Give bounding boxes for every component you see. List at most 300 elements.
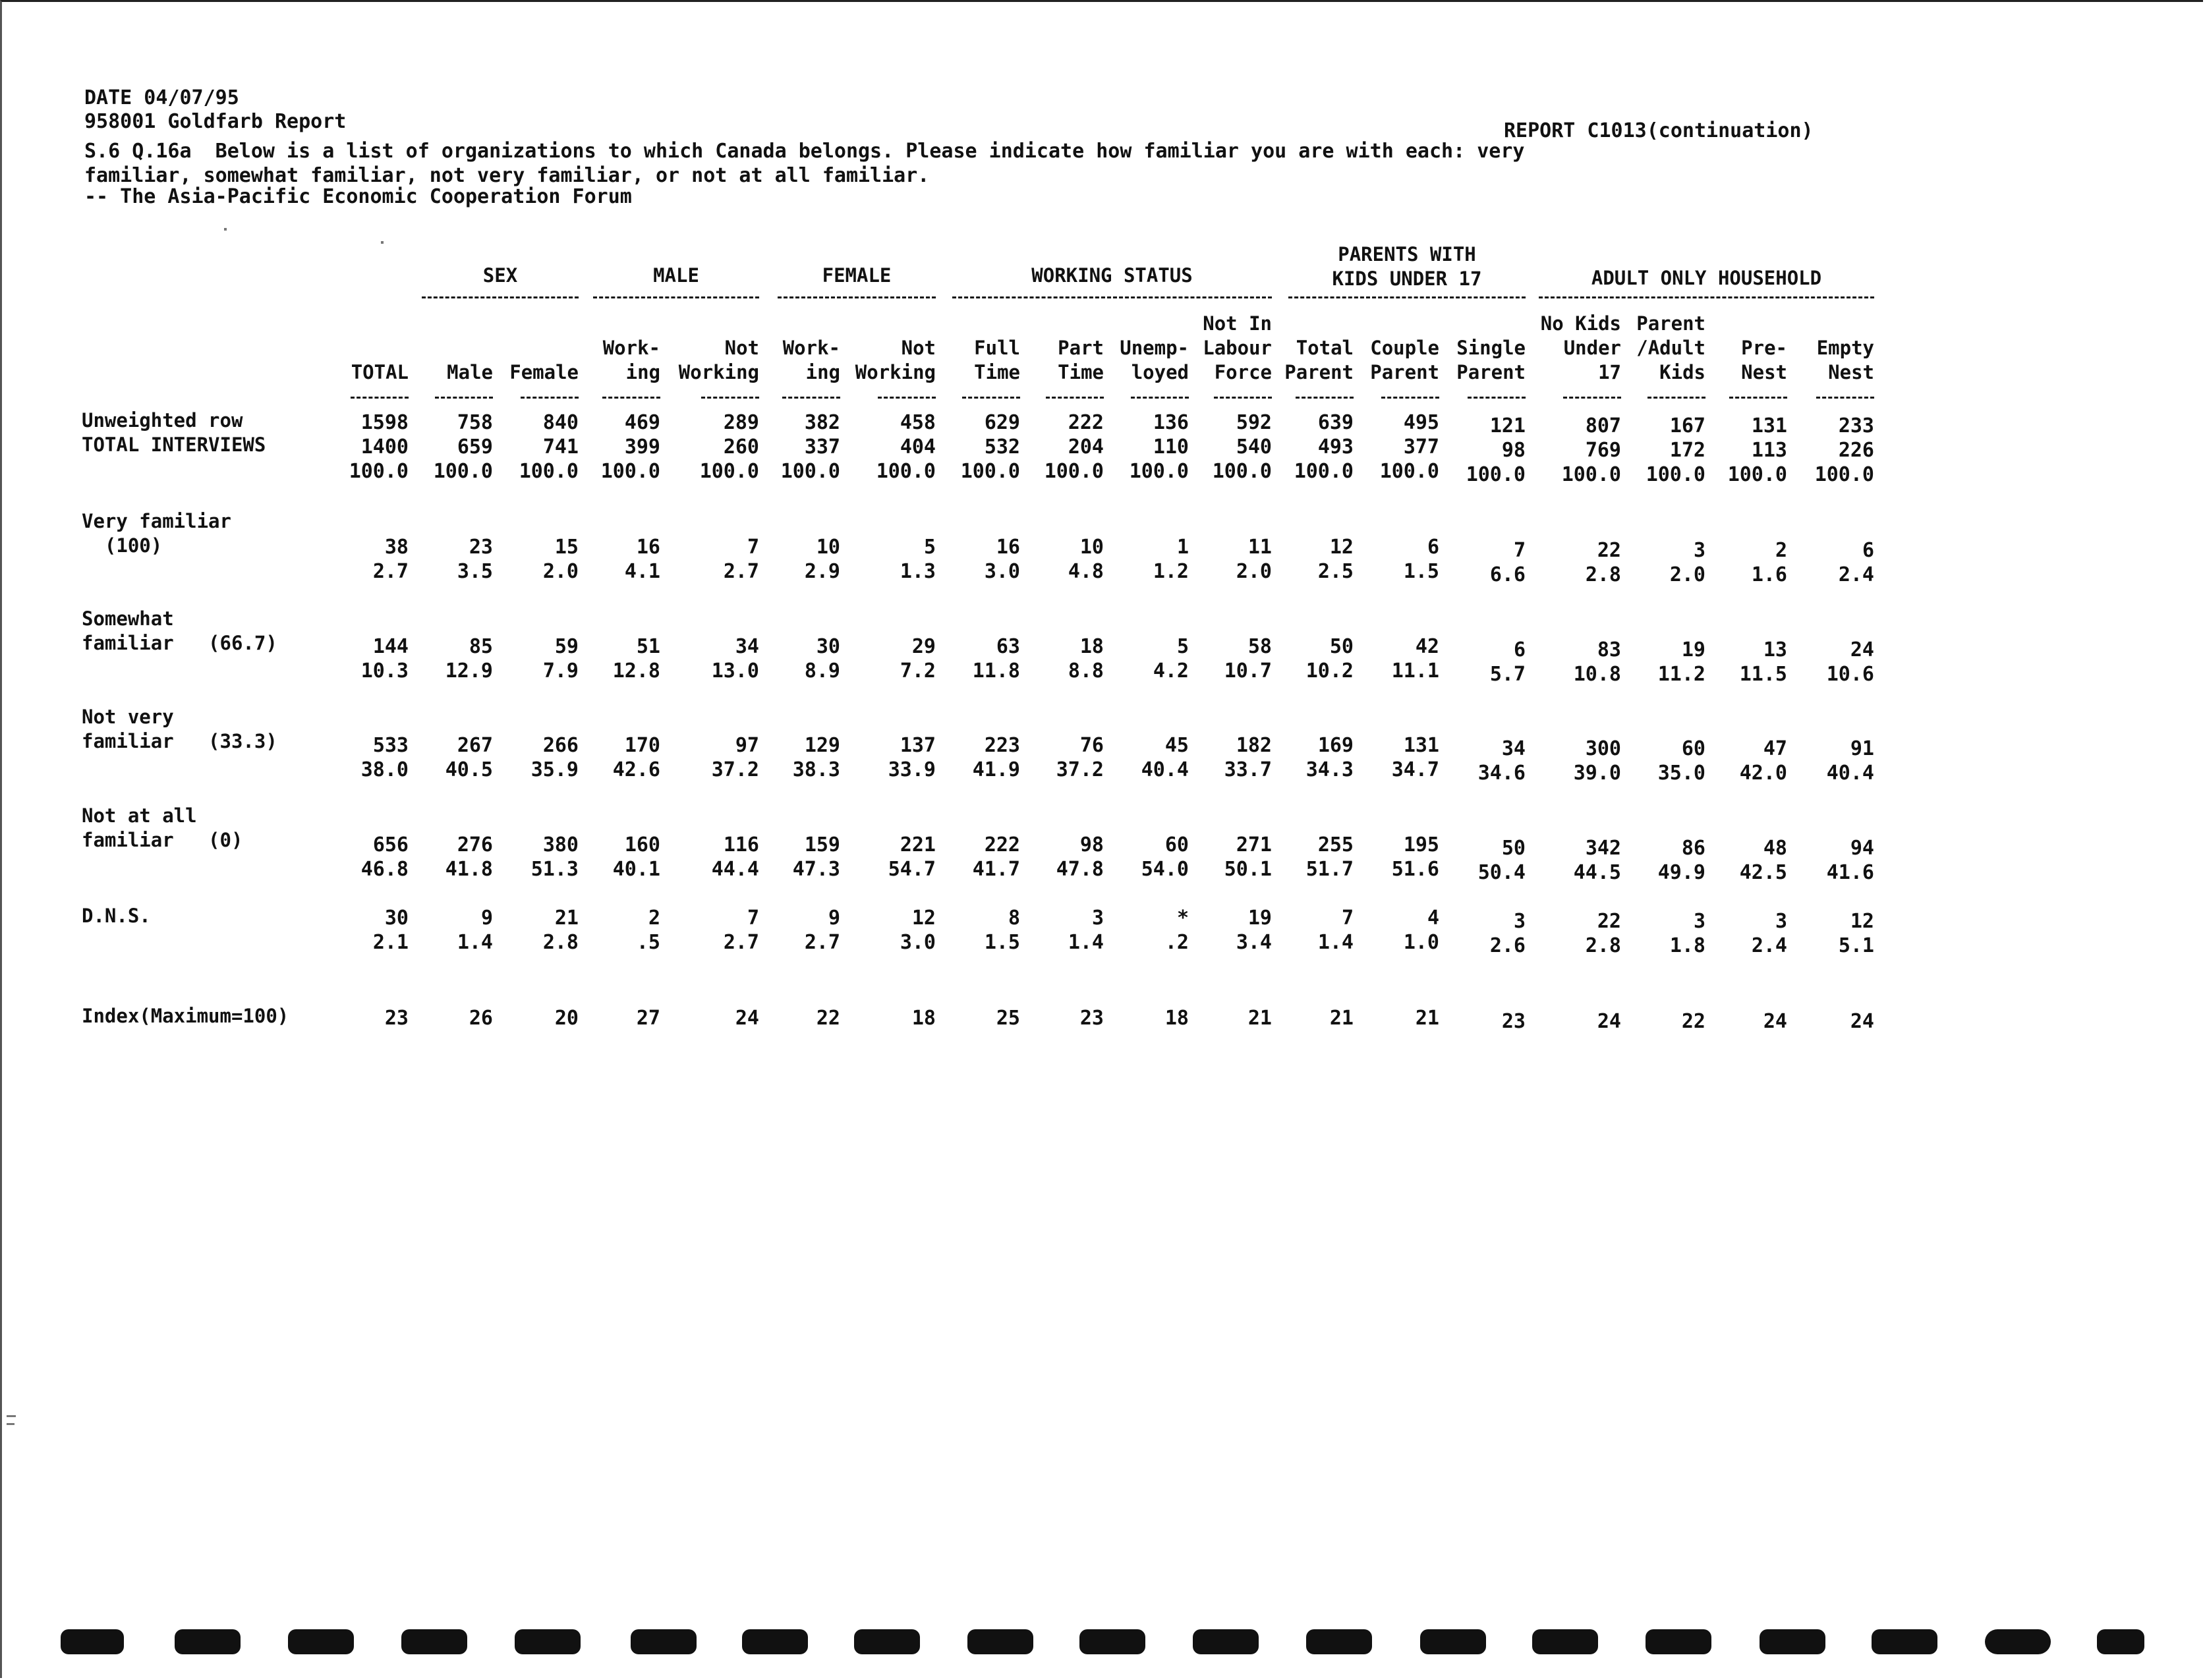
data-cell: 41.6 [1826,861,1874,884]
data-cell: 3.5 [457,560,493,583]
data-cell: 4.8 [1068,560,1104,583]
data-cell: 42.5 [1739,861,1787,884]
data-cell: 59 [554,635,579,658]
sprocket-hole [1079,1629,1145,1654]
group-underline [1288,296,1526,298]
question-line-2: familiar, somewhat familiar, not very familiar, or not at all familiar. [84,164,930,187]
data-cell: 540 [1236,435,1272,459]
data-cell: 382 [804,411,840,434]
data-cell: 1.4 [1068,931,1104,954]
data-cell: 85 [469,635,493,658]
data-cell: 221 [900,833,936,856]
data-cell: 47.8 [1056,858,1104,881]
data-cell: 121 [1489,414,1526,437]
data-cell: 172 [1669,439,1705,462]
data-cell: 60 [1164,833,1189,856]
data-cell: 4.2 [1153,659,1189,683]
group-underline [952,296,1272,298]
column-header: No Kids Under 17 [1540,312,1621,383]
data-cell: 100.0 [1212,460,1272,483]
data-cell: 7 [1341,907,1354,930]
column-header: Part Time [1058,337,1104,383]
sprocket-hole [2097,1629,2144,1654]
data-cell: 12 [911,907,936,930]
data-cell: 5.7 [1489,663,1526,686]
data-cell: 493 [1317,435,1354,459]
data-cell: 100.0 [699,460,759,483]
data-cell: 11.1 [1391,659,1439,683]
column-header: Full Time [974,337,1020,383]
data-cell: 100.0 [1561,463,1621,486]
data-cell: 2.9 [804,560,840,583]
data-cell: 18 [911,1007,936,1030]
data-cell: 50.4 [1477,861,1526,884]
data-cell: 8.9 [804,659,840,683]
data-cell: 40.4 [1826,762,1874,785]
data-cell: 24 [1850,638,1874,661]
data-cell: 255 [1317,833,1354,856]
data-cell: 21 [1415,1007,1439,1030]
data-cell: 24 [1597,1010,1621,1033]
sprocket-hole [1532,1629,1598,1654]
data-cell: 41.9 [972,758,1020,781]
row-label: Not very familiar (33.3) [82,706,277,752]
row-label: Index(Maximum=100) [82,1005,289,1027]
column-underline [1468,397,1526,399]
data-cell: 7 [1513,539,1526,562]
data-cell: 94 [1850,837,1874,860]
data-cell: 4 [1427,907,1439,930]
sprocket-hole [854,1629,920,1654]
row-label: Unweighted row TOTAL INTERVIEWS [82,409,266,456]
data-cell: 266 [542,734,579,757]
data-cell: 12 [1850,910,1874,933]
sprocket-hole [1760,1629,1825,1654]
data-cell: 100.0 [1466,463,1526,486]
sprocket-hole [401,1629,467,1654]
sprocket-hole [1193,1629,1259,1654]
group-header: SEX [482,264,518,287]
data-cell: 34 [735,635,759,658]
row-label: Not at all familiar (0) [82,804,243,851]
data-cell: 20 [554,1007,579,1030]
data-cell: 12.8 [612,659,660,683]
data-cell: 12.9 [445,659,493,683]
group-underline [778,296,936,298]
data-cell: 10.8 [1573,663,1621,686]
data-cell: 5 [1176,635,1189,658]
data-cell: 76 [1079,734,1104,757]
data-cell: 10.7 [1224,659,1272,683]
data-cell: 2.7 [723,560,759,583]
data-cell: 42 [1415,635,1439,658]
column-header: Work- ing [602,337,660,383]
data-cell: 399 [624,435,660,459]
data-cell: 100.0 [1044,460,1104,483]
data-cell: 33.7 [1224,758,1272,781]
data-cell: 1.5 [1403,560,1439,583]
data-cell: 2.8 [1585,934,1621,957]
data-cell: 40.5 [445,758,493,781]
data-cell: 25 [996,1007,1020,1030]
data-cell: 42.6 [612,758,660,781]
data-cell: 100.0 [433,460,493,483]
data-cell: 7.2 [900,659,936,683]
column-header: Work- ing [782,337,840,383]
data-cell: 100.0 [519,460,579,483]
data-cell: 2.8 [542,931,579,954]
column-underline [878,397,936,399]
data-cell: 51.3 [530,858,579,881]
data-cell: 100.0 [1129,460,1189,483]
data-cell: 39.0 [1573,762,1621,785]
sprocket-hole [1306,1629,1372,1654]
data-cell: 159 [804,833,840,856]
column-header: Single Parent [1456,337,1526,383]
data-cell: 169 [1317,734,1354,757]
data-cell: 22 [1597,539,1621,562]
sprocket-hole [967,1629,1033,1654]
data-cell: 44.4 [711,858,759,881]
column-underline [962,397,1020,399]
data-cell: 100.0 [876,460,936,483]
data-cell: 2.4 [1751,934,1787,957]
data-cell: 100.0 [1646,463,1705,486]
sprocket-hole [61,1629,124,1654]
data-cell: 51.6 [1391,858,1439,881]
data-cell: 54.0 [1141,858,1189,881]
data-cell: 1.6 [1751,563,1787,586]
data-cell: 37.2 [1056,758,1104,781]
data-cell: 97 [735,734,759,757]
data-cell: 404 [900,435,936,459]
data-cell: 100.0 [349,460,409,483]
data-cell: 2.7 [372,560,409,583]
data-cell: 2.0 [542,560,579,583]
data-cell: 2 [648,907,660,930]
data-cell: 91 [1850,737,1874,760]
data-cell: 495 [1403,411,1439,434]
data-cell: 22 [1597,910,1621,933]
data-cell: 2.4 [1838,563,1874,586]
data-cell: 46.8 [360,858,409,881]
data-cell: 100.0 [600,460,660,483]
data-cell: .5 [636,931,660,954]
data-cell: 807 [1585,414,1621,437]
question-line-1: S.6 Q.16a Below is a list of organizations to which Canada belongs. Please indicate how familiar you are with each: very [84,140,1525,163]
data-cell: 6 [1513,638,1526,661]
data-cell: 131 [1751,414,1787,437]
data-cell: 10 [1079,536,1104,559]
data-cell: 3 [1693,910,1705,933]
data-cell: 100.0 [780,460,840,483]
data-cell: 27 [636,1007,660,1030]
sprocket-hole [288,1629,354,1654]
data-cell: 380 [542,833,579,856]
data-cell: 50 [1329,635,1354,658]
data-cell: 50 [1501,837,1526,860]
data-cell: 100.0 [1294,460,1354,483]
data-cell: 38.3 [792,758,840,781]
data-cell: 22 [1681,1010,1705,1033]
data-cell: 6.6 [1489,563,1526,586]
scan-speck [7,1415,16,1417]
data-cell: 34.7 [1391,758,1439,781]
data-cell: 276 [457,833,493,856]
data-cell: 2.8 [1585,563,1621,586]
question-line-3: -- The Asia-Pacific Economic Cooperation Forum [84,185,632,208]
data-cell: 5.1 [1838,934,1874,957]
data-cell: 2 [1775,539,1787,562]
data-cell: 40.1 [612,858,660,881]
data-cell: 592 [1236,411,1272,434]
data-cell: 271 [1236,833,1272,856]
data-cell: 144 [372,635,409,658]
data-cell: 38.0 [360,758,409,781]
data-cell: 38 [384,536,409,559]
data-cell: 51 [636,635,660,658]
data-cell: 23 [384,1007,409,1030]
group-header: FEMALE [822,264,892,287]
data-cell: 26 [469,1007,493,1030]
data-cell: 13 [1763,638,1787,661]
data-cell: 2.1 [372,931,409,954]
data-cell: 29 [911,635,936,658]
data-cell: 30 [384,907,409,930]
data-cell: 51.7 [1305,858,1354,881]
data-cell: 110 [1153,435,1189,459]
data-cell: 83 [1597,638,1621,661]
data-cell: 9 [828,907,840,930]
data-cell: 260 [723,435,759,459]
data-cell: 100.0 [1379,460,1439,483]
sprocket-hole [1420,1629,1486,1654]
data-cell: 45 [1164,734,1189,757]
column-underline [1381,397,1439,399]
data-cell: 1400 [360,435,409,459]
data-cell: 54.7 [888,858,936,881]
data-cell: 100.0 [960,460,1020,483]
column-underline [351,397,409,399]
data-cell: 41.7 [972,858,1020,881]
data-cell: 18 [1164,1007,1189,1030]
data-cell: 6 [1862,539,1874,562]
data-cell: 170 [624,734,660,757]
data-cell: 98 [1501,439,1526,462]
column-header: Total Parent [1284,337,1354,383]
data-cell: 223 [984,734,1020,757]
data-cell: 3 [1091,907,1104,930]
data-cell: 3.4 [1236,931,1272,954]
data-cell: 769 [1585,439,1621,462]
data-cell: 63 [996,635,1020,658]
data-cell: 86 [1681,837,1705,860]
data-cell: 1.8 [1669,934,1705,957]
data-cell: 131 [1403,734,1439,757]
data-cell: 24 [1850,1010,1874,1033]
data-cell: 659 [457,435,493,459]
data-cell: 160 [624,833,660,856]
data-cell: 337 [804,435,840,459]
data-cell: .2 [1164,931,1189,954]
column-header: Pre- Nest [1741,337,1787,383]
group-underline [1539,296,1874,298]
data-cell: 342 [1585,837,1621,860]
column-header: Empty Nest [1816,337,1874,383]
column-header: Female [509,361,579,383]
data-cell: 182 [1236,734,1272,757]
data-cell: 469 [624,411,660,434]
sprocket-hole [1646,1629,1711,1654]
data-cell: 458 [900,411,936,434]
data-cell: 98 [1079,833,1104,856]
column-underline [521,397,579,399]
data-cell: 1598 [360,411,409,434]
data-cell: 47 [1763,737,1787,760]
data-cell: 19 [1247,907,1272,930]
data-cell: 377 [1403,435,1439,459]
data-cell: 300 [1585,737,1621,760]
data-cell: 1 [1176,536,1189,559]
data-cell: 10.6 [1826,663,1874,686]
column-underline [435,397,493,399]
data-cell: 8 [1008,907,1020,930]
data-cell: 34 [1501,737,1526,760]
data-cell: 23 [1079,1007,1104,1030]
data-cell: 7 [747,536,759,559]
group-header: PARENTS WITH KIDS UNDER 17 [1332,243,1482,290]
data-cell: 24 [735,1007,759,1030]
data-cell: 533 [372,734,409,757]
data-cell: 656 [372,833,409,856]
data-cell: 10 [816,536,840,559]
data-cell: 137 [900,734,936,757]
data-cell: 9 [480,907,493,930]
row-label: Somewhat familiar (66.7) [82,607,277,654]
data-cell: 2.0 [1669,563,1705,586]
data-cell: 18 [1079,635,1104,658]
sprocket-hole [742,1629,808,1654]
group-header: WORKING STATUS [1031,264,1193,287]
data-cell: 44.5 [1573,861,1621,884]
data-cell: 47.3 [792,858,840,881]
data-cell: 167 [1669,414,1705,437]
data-cell: 13.0 [711,659,759,683]
data-cell: 840 [542,411,579,434]
data-cell: 7 [747,907,759,930]
column-header: Male [447,361,493,383]
data-cell: 1.0 [1403,931,1439,954]
data-cell: 48 [1763,837,1787,860]
data-cell: 12 [1329,536,1354,559]
data-cell: 2.0 [1236,560,1272,583]
data-cell: 1.3 [900,560,936,583]
column-header: TOTAL [351,361,409,383]
data-cell: 1.4 [457,931,493,954]
data-cell: 113 [1751,439,1787,462]
data-cell: 11.5 [1739,663,1787,686]
data-cell: 22 [816,1007,840,1030]
sprocket-hole [1985,1629,2051,1654]
data-cell: 40.4 [1141,758,1189,781]
data-cell: 11 [1247,536,1272,559]
report-id: REPORT C1013(continuation) [1504,119,1814,142]
data-cell: 629 [984,411,1020,434]
data-cell: 3 [1775,910,1787,933]
column-underline [602,397,660,399]
data-cell: 100.0 [1727,463,1787,486]
column-underline [1729,397,1787,399]
data-cell: 30 [816,635,840,658]
data-cell: 1.4 [1317,931,1354,954]
data-cell: 3 [1693,539,1705,562]
data-cell: 741 [542,435,579,459]
data-cell: 136 [1153,411,1189,434]
data-cell: 8.8 [1068,659,1104,683]
data-cell: 23 [469,536,493,559]
data-cell: 35.9 [530,758,579,781]
data-cell: 7.9 [542,659,579,683]
column-underline [1816,397,1874,399]
column-underline [1214,397,1272,399]
data-cell: 3.0 [984,560,1020,583]
data-cell: 3.0 [900,931,936,954]
column-underline [1647,397,1705,399]
data-cell: 34.6 [1477,762,1526,785]
data-cell: 233 [1838,414,1874,437]
sprocket-hole [515,1629,581,1654]
data-cell: 16 [636,536,660,559]
data-cell: 10.3 [360,659,409,683]
data-cell: 129 [804,734,840,757]
row-label: D.N.S. [82,905,151,927]
data-cell: 21 [1329,1007,1354,1030]
data-cell: 41.8 [445,858,493,881]
scan-speck [224,228,227,231]
column-header: Not In Labour Force [1203,312,1272,383]
column-header: Not Working [678,337,759,383]
data-cell: 16 [996,536,1020,559]
column-underline [1563,397,1621,399]
data-cell: 60 [1681,737,1705,760]
report-date: DATE 04/07/95 [84,86,239,109]
group-header: ADULT ONLY HOUSEHOLD [1591,267,1822,289]
column-underline [1046,397,1104,399]
row-label: Very familiar (100) [82,510,231,557]
sprocket-hole [1872,1629,1937,1654]
scan-speck [381,241,384,244]
data-cell: 33.9 [888,758,936,781]
data-cell: 15 [554,536,579,559]
data-cell: 1.2 [1153,560,1189,583]
data-cell: 21 [1247,1007,1272,1030]
column-underline [1296,397,1354,399]
data-cell: 758 [457,411,493,434]
group-underline [593,296,759,298]
data-cell: 222 [984,833,1020,856]
data-cell: 11.2 [1657,663,1705,686]
data-cell: 11.8 [972,659,1020,683]
data-cell: 58 [1247,635,1272,658]
data-cell: 222 [1068,411,1104,434]
data-cell: 2.7 [804,931,840,954]
data-cell: 23 [1501,1010,1526,1033]
data-cell: 267 [457,734,493,757]
data-cell: 289 [723,411,759,434]
column-header: Not Working [855,337,936,383]
column-header: Unemp- loyed [1120,337,1189,383]
data-cell: 19 [1681,638,1705,661]
